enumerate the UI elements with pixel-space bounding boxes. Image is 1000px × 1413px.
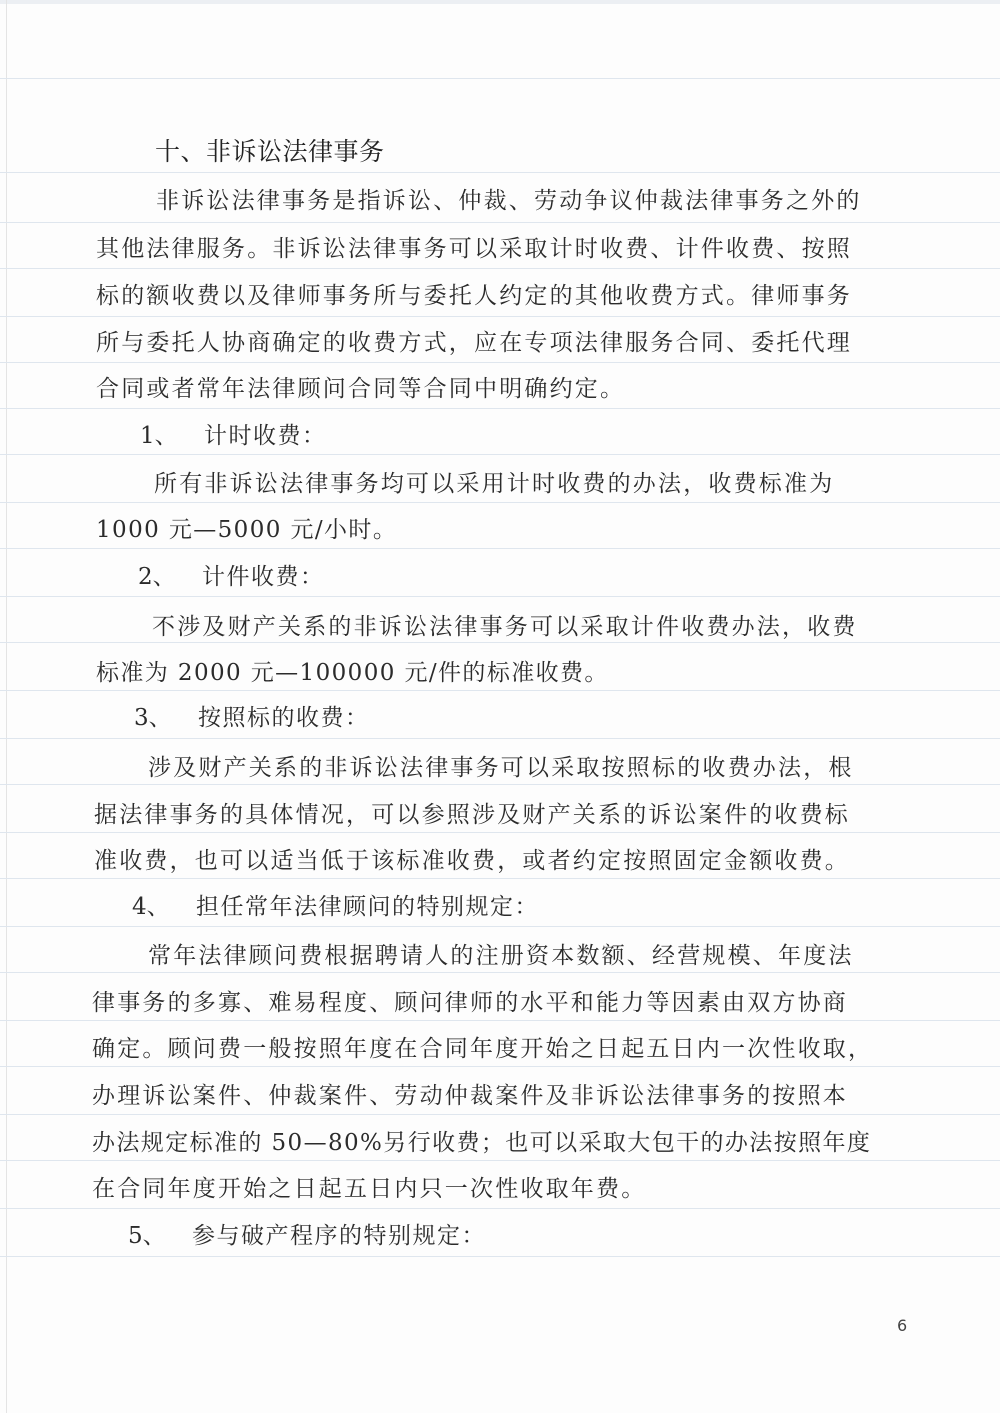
item-number: 5、	[128, 1223, 166, 1249]
paragraph-line: 所有非诉讼法律事务均可以采用计时收费的办法，收费标准为	[154, 471, 835, 497]
ruled-line	[0, 1160, 1000, 1161]
page-number: 6	[897, 1316, 908, 1335]
item-title: 计件收费：	[202, 564, 325, 590]
ruled-line	[0, 596, 1000, 597]
paragraph-line: 准收费，也可以适当低于该标准收费，或者约定按照固定金额收费。	[94, 848, 850, 874]
ruled-line	[0, 878, 1000, 879]
ruled-line	[0, 502, 1000, 503]
ruled-line	[0, 548, 1000, 549]
ruled-line	[0, 832, 1000, 833]
item-heading-1	[140, 421, 327, 451]
ruled-line	[0, 1066, 1000, 1067]
item-heading-5	[128, 1221, 486, 1251]
paragraph-line: 合同或者常年法律顾问合同等合同中明确约定。	[96, 376, 626, 402]
paragraph-line: 在合同年度开始之日起五日内只一次性收取年费。	[92, 1176, 647, 1202]
left-margin-line	[6, 0, 7, 1413]
ruled-line	[0, 738, 1000, 739]
item-title: 计时收费：	[204, 423, 327, 449]
ruled-line	[0, 362, 1000, 363]
item-number: 2、	[138, 564, 176, 590]
ruled-line	[0, 222, 1000, 223]
item-heading-4	[132, 892, 539, 922]
paragraph-line: 涉及财产关系的非诉讼法律事务可以采取按照标的收费办法，根	[148, 755, 854, 781]
ruled-line	[0, 1256, 1000, 1257]
paragraph-line: 1000 元—5000 元/小时。	[96, 517, 398, 543]
paragraph-line: 标准为 2000 元—100000 元/件的标准收费。	[96, 660, 609, 686]
paragraph-line: 办理诉讼案件、仲裁案件、劳动仲裁案件及非诉讼法律事务的按照本	[92, 1083, 848, 1109]
item-heading-2	[138, 562, 325, 592]
paragraph-line: 非诉讼法律事务是指诉讼、仲裁、劳动争议仲裁法律事务之外的	[156, 188, 862, 214]
item-number: 3、	[134, 705, 172, 731]
paragraph-line: 律事务的多寡、难易程度、顾问律师的水平和能力等因素由双方协商	[92, 990, 848, 1016]
item-title: 参与破产程序的特别规定：	[192, 1223, 486, 1249]
ruled-line	[0, 1114, 1000, 1115]
ruled-line	[0, 784, 1000, 785]
ruled-line	[0, 642, 1000, 643]
paragraph-line: 常年法律顾问费根据聘请人的注册资本数额、经营规模、年度法	[148, 943, 854, 969]
item-title: 担任常年法律顾问的特别规定：	[196, 894, 539, 920]
paragraph-line: 所与委托人协商确定的收费方式，应在专项法律服务合同、委托代理	[96, 330, 852, 356]
paragraph-line: 办法规定标准的 50—80%另行收费；也可以采取大包干的办法按照年度	[92, 1130, 872, 1156]
scan-top-band	[0, 0, 1000, 4]
ruled-line	[0, 1020, 1000, 1021]
item-number: 1、	[140, 423, 178, 449]
paragraph-line: 确定。顾问费一般按照年度在合同年度开始之日起五日内一次性收取，	[92, 1036, 874, 1062]
item-heading-3	[134, 703, 370, 733]
ruled-line	[0, 690, 1000, 691]
paragraph-line: 其他法律服务。非诉讼法律事务可以采取计时收费、计件收费、按照	[96, 236, 852, 262]
ruled-line	[0, 268, 1000, 269]
ruled-line	[0, 408, 1000, 409]
paragraph-line: 据法律事务的具体情况，可以参照涉及财产关系的诉讼案件的收费标	[94, 802, 850, 828]
ruled-line	[0, 1208, 1000, 1209]
item-title: 按照标的收费：	[198, 705, 370, 731]
paragraph-line: 标的额收费以及律师事务所与委托人约定的其他收费方式。律师事务	[96, 283, 852, 309]
item-number: 4、	[132, 894, 170, 920]
ruled-line	[0, 972, 1000, 973]
ruled-line	[0, 316, 1000, 317]
ruled-line	[0, 78, 1000, 79]
section-heading: 十、非诉讼法律事务	[155, 137, 385, 166]
paragraph-line: 不涉及财产关系的非诉讼法律事务可以采取计件收费办法，收费	[152, 614, 858, 640]
ruled-line	[0, 454, 1000, 455]
ruled-line	[0, 172, 1000, 173]
ruled-line	[0, 926, 1000, 927]
